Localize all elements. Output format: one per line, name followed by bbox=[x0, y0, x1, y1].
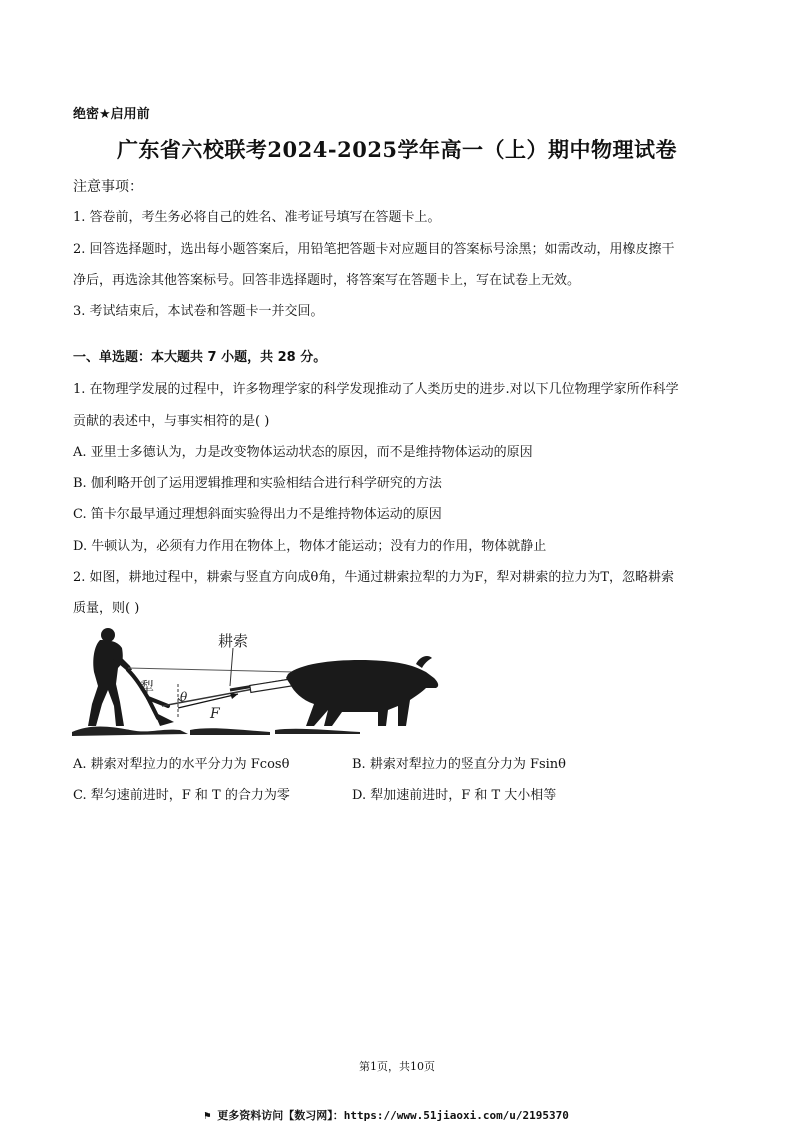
q1-stem-line-1: 1. 在物理学发展的过程中，许多物理学家的科学发现推动了人类历史的进步.对以下几位物理学家所作科学 bbox=[73, 382, 679, 397]
notice-heading: 注意事项： bbox=[73, 179, 143, 195]
buffalo-silhouette bbox=[286, 656, 438, 726]
rope-label: 耕索 bbox=[218, 632, 249, 650]
plowing-figure bbox=[70, 626, 442, 738]
theta-label: θ bbox=[180, 690, 188, 704]
resource-link[interactable]: ⚑ 更多资料访问【数习网】：https://www.51jiaoxi.com/u/2195370 bbox=[204, 1109, 569, 1122]
q1-option-a: A. 亚里士多德认为，力是改变物体运动状态的原因，而不是维持物体运动的原因 bbox=[73, 445, 533, 460]
q2-stem-line-2: 质量，则( ) bbox=[73, 601, 140, 616]
q1-option-c: C. 笛卡尔最早通过理想斜面实验得出力不是维持物体运动的原因 bbox=[73, 507, 442, 522]
notice-item-1: 1. 答卷前，考生务必将自己的姓名、准考证号填写在答题卡上。 bbox=[73, 210, 441, 225]
farmer-silhouette bbox=[88, 628, 132, 726]
confidential-label: 绝密★启用前 bbox=[73, 107, 150, 122]
notice-item-2-line-1: 2. 回答选择题时，选出每小题答案后，用铅笔把答题卡对应题目的答案标号涂黑；如需改动，用橡皮擦干 bbox=[73, 242, 675, 257]
plow-label: 犁 bbox=[140, 680, 154, 696]
force-arrowhead bbox=[230, 693, 238, 699]
q2-option-a: A. 耕索对犁拉力的水平分力为 Fcosθ bbox=[73, 757, 290, 772]
page-number: 第1页，共10页 bbox=[359, 1060, 435, 1073]
q1-option-b: B. 伽利略开创了运用逻辑推理和实验相结合进行科学研究的方法 bbox=[73, 476, 442, 491]
rope-upper bbox=[128, 668, 294, 672]
yoke-block bbox=[250, 679, 295, 693]
q2-option-b: B. 耕索对犁拉力的竖直分力为 Fsinθ bbox=[352, 757, 566, 772]
rope-label-pointer bbox=[230, 648, 233, 686]
ground-shadows bbox=[72, 727, 360, 737]
notice-item-3: 3. 考试结束后，本试卷和答题卡一并交回。 bbox=[73, 304, 324, 319]
plow-blade bbox=[154, 712, 174, 726]
force-label: F bbox=[210, 706, 220, 722]
q1-stem-line-2: 贡献的表述中，与事实相符的是( ) bbox=[73, 414, 270, 429]
exam-title: 广东省六校联考2024-2025学年高一（上）期中物理试卷 bbox=[116, 137, 678, 162]
q2-option-d: D. 犁加速前进时，F 和 T 大小相等 bbox=[352, 788, 557, 803]
q2-option-c: C. 犁匀速前进时，F 和 T 的合力为零 bbox=[73, 788, 290, 803]
notice-item-2-line-2: 净后，再选涂其他答案标号。回答非选择题时，将答案写在答题卡上，写在试卷上无效。 bbox=[73, 273, 581, 288]
section-heading: 一、单选题：本大题共 7 小题，共 28 分。 bbox=[73, 350, 327, 365]
q1-option-d: D. 牛顿认为，必须有力作用在物体上，物体才能运动；没有力的作用，物体就静止 bbox=[73, 539, 547, 554]
q2-stem-line-1: 2. 如图，耕地过程中，耕索与竖直方向成θ角，牛通过耕索拉犁的力为F，犁对耕索的拉力为T，忽略耕索 bbox=[73, 570, 675, 585]
